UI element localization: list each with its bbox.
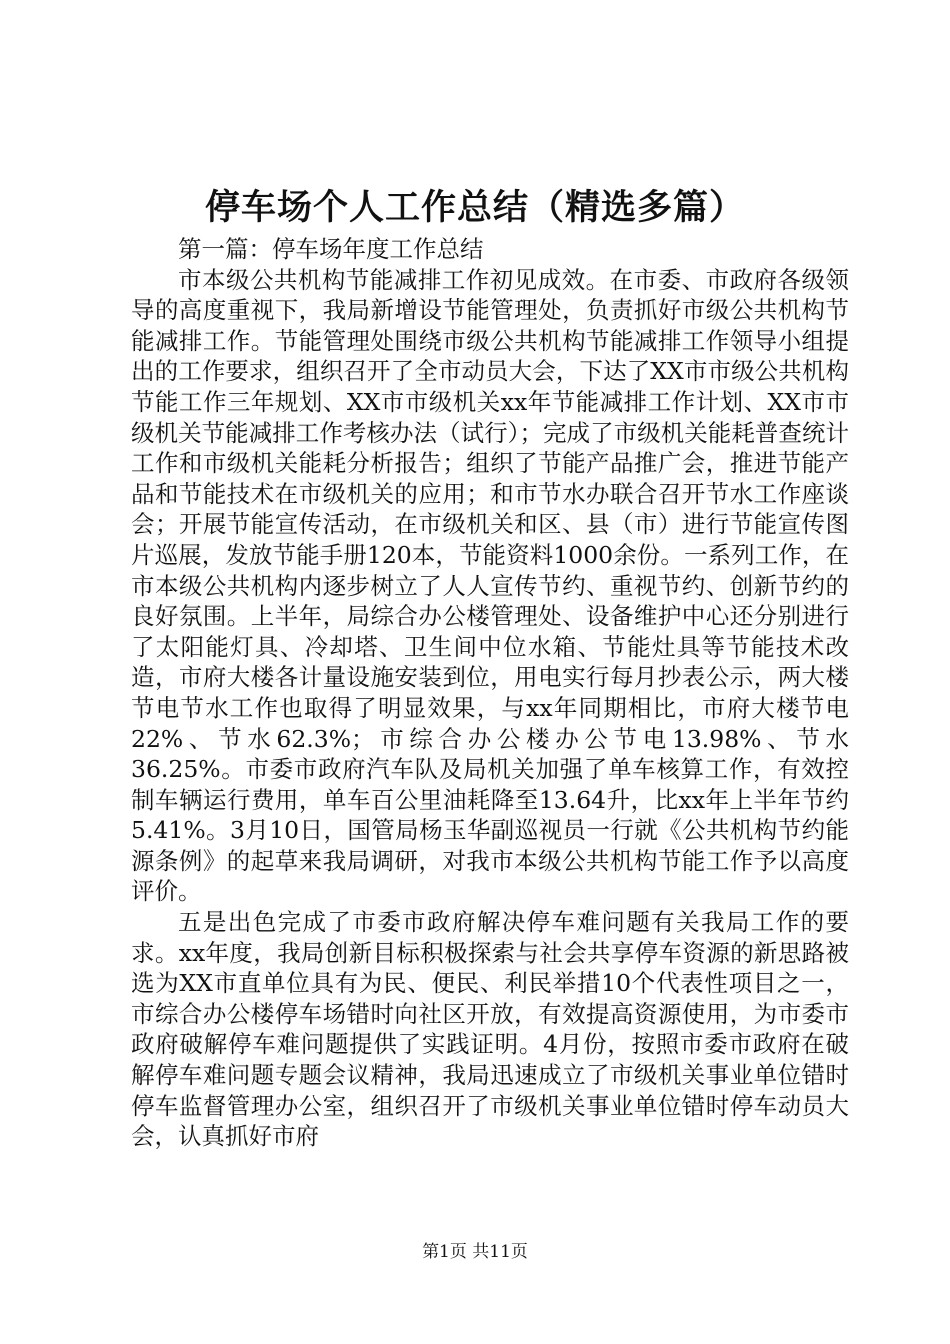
body-paragraph: 五是出色完成了市委市政府解决停车难问题有关我局工作的要求。xx年度，我局创新目标积极探索与社会共享停车资源的新思路被选为XX市直单位具有为民、便民、利民举措10个代表性项目之一，市综合办公楼停车场错时向社区开放，有效提高资源使用，为市委市政府破解停车难问题提供了实践证明。4月份，按照市委市政府在破解停车难问题专题会议精神，我局迅速成立了市级机关事业单位错时停车监督管理办公室，组织召开了市级机关事业单位错时停车动员大会，认真抓好市府 — [131, 908, 849, 1151]
section-heading: 第一篇：停车场年度工作总结 — [178, 235, 484, 263]
page-number-footer: 第1页 共11页 — [422, 1242, 528, 1262]
body-paragraph: 市本级公共机构节能减排工作初见成效。在市委、市政府各级领导的高度重视下，我局新增设节能管理处，负责抓好市级公共机构节能减排工作。节能管理处围绕市级公共机构节能减排工作领导小组提出的工作要求，组织召开了全市动员大会，下达了XX市市级公共机构节能工作三年规划、XX市市级机关xx年节能减排工作计划、XX市市级机关节能减排工作考核办法（试行）；完成了市级机关能耗普查统计工作和市级机关能耗分析报告；组织了节能产品推广会，推进节能产品和节能技术在市级机关的应用；和市节水办联合召开节水工作座谈会；开展节能宣传活动，在市级机关和区、县（市）进行节能宣传图片巡展，发放节能手册120本，节能资料1000余份。一系列工作，在市本级公共机构内逐步树立了人人宣传节约、重视节约、创新节约的良好氛围。上半年，局综合办公楼管理处、设备维护中心还分别进行了太阳能灯具、冷却塔、卫生间中位水箱、节能灶具等节能技术改造，市府大楼各计量设施安装到位，用电实行每月抄表公示，两大楼节电节水工作也取得了明显效果，与xx年同期相比，市府大楼节电22%、节水62.3%；市综合办公楼办公节电13.98%、节水36.25%。市委市政府汽车队及局机关加强了单车核算工作，有效控制车辆运行费用，单车百公里油耗降至13.64升，比xx年上半年节约5.41%。3月10日，国管局杨玉华副巡视员一行就《公共机构节约能源条例》的起草来我局调研，对我市本级公共机构节能工作予以高度评价。 — [131, 265, 849, 906]
document-body — [131, 234, 849, 1152]
document-title: 停车场个人工作总结（精选多篇） — [204, 187, 745, 228]
